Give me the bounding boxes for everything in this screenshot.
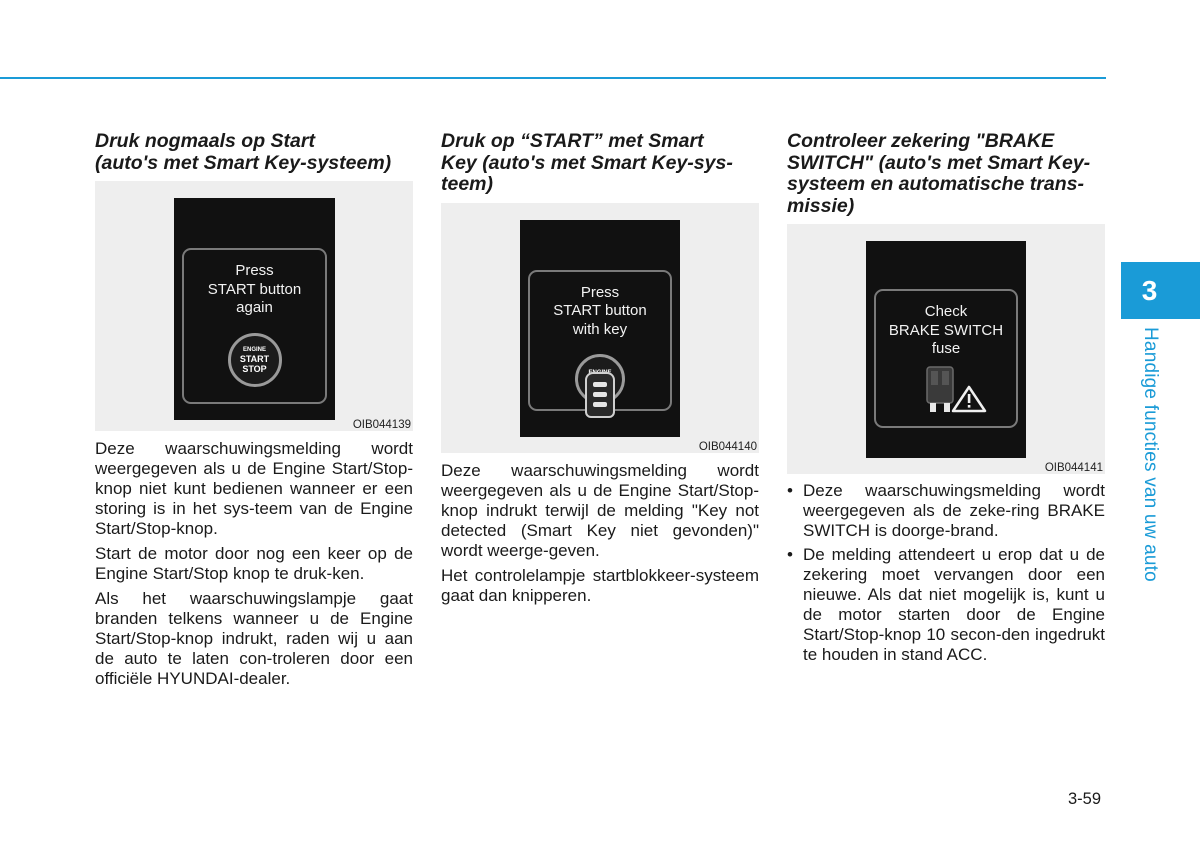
warning-panel (528, 270, 672, 411)
paragraph: Start de motor door nog een keer op de Engine Start/Stop knop te druk-ken. (95, 544, 413, 583)
bullet-icon: • (787, 545, 793, 564)
display-message: Check BRAKE SWITCH fuse (888, 303, 1004, 357)
page-number: 3-59 (1068, 790, 1102, 808)
section-heading: Controleer zekering "BRAKE SWITCH" (auto's met Smart Key- systeem en automatische trans- missie) (787, 130, 1091, 217)
paragraph: Als het waarschuwingslampje gaat branden telkens wanneer u de Engine Start/Stop-knop indrukt, raden wij u aan de auto te laten con-troleren door een officiële HYUNDAI-dealer. (95, 589, 413, 688)
figure-press-start-again (95, 181, 413, 431)
paragraph: Het controlelampje startblokkeer-systeem gaat dan knipperen. (441, 565, 759, 605)
figure-check-brake-switch-fuse (787, 224, 1105, 474)
display-message: Press START button again (207, 262, 302, 316)
cluster-display (520, 220, 680, 437)
smart-key-fob-icon (585, 372, 615, 418)
figure-code: OIB044139 (352, 419, 411, 431)
fuse-warning-icon (921, 365, 987, 413)
list-item (787, 481, 1105, 541)
button-label-middle: START (239, 353, 270, 364)
warning-panel (182, 248, 327, 404)
section-brake-switch-fuse (787, 131, 1105, 669)
cluster-display (174, 198, 335, 420)
cluster-display (866, 241, 1026, 458)
bullet-icon: • (787, 481, 793, 500)
bullet-list (787, 481, 1105, 665)
engine-start-stop-button-icon (228, 333, 282, 387)
figure-code: OIB044140 (698, 440, 757, 453)
chapter-title: Handige functies van uw auto (1140, 327, 1161, 582)
section-body (787, 481, 1105, 665)
section-heading: Druk nogmaals op Start (auto's met Smart Key-systeem) (95, 130, 392, 174)
chapter-tab: 3 (1121, 262, 1200, 319)
figure-code: OIB044141 (1044, 462, 1103, 474)
section-body (441, 461, 759, 606)
display-message: Press START button with key (553, 283, 647, 338)
figure-press-start-with-key (441, 203, 759, 453)
list-item-text: De melding attendeert u erop dat u de zekering moet vervangen door een nieuwe. Als dat niet mogelijk is, kunt u de motor starten door de Engine Start/Stop-knop 10 secon-den ingedrukt te houden in stand ACC. (803, 545, 1105, 664)
list-item-text: Deze waarschuwingsmelding wordt weergegeven als de zeke-ring BRAKE SWITCH is doorge-brand. (803, 481, 1105, 540)
button-label-bottom: STOP (242, 363, 267, 374)
paragraph: Deze waarschuwingsmelding wordt weergegeven als u de Engine Start/Stop-knop niet kunt bedienen wanneer er een storing is in het sys-teem van de Engine Start/Stop-knop. (95, 439, 413, 538)
section-heading: Druk op “START” met Smart Key (auto's met Smart Key-sys- teem) (441, 130, 733, 195)
header-rule (0, 77, 1106, 79)
button-label-top: ENGINE (242, 346, 266, 353)
section-body (95, 439, 413, 689)
paragraph: Deze waarschuwingsmelding wordt weergegeven als u de Engine Start/Stop-knop indrukt terwijl de melding "Key not detected (Smart Key niet gevonden)" wordt weerge-geven. (441, 460, 759, 560)
warning-panel (874, 289, 1018, 428)
list-item (787, 545, 1105, 665)
section-start-with-key (441, 131, 759, 611)
section-restart (95, 131, 413, 694)
